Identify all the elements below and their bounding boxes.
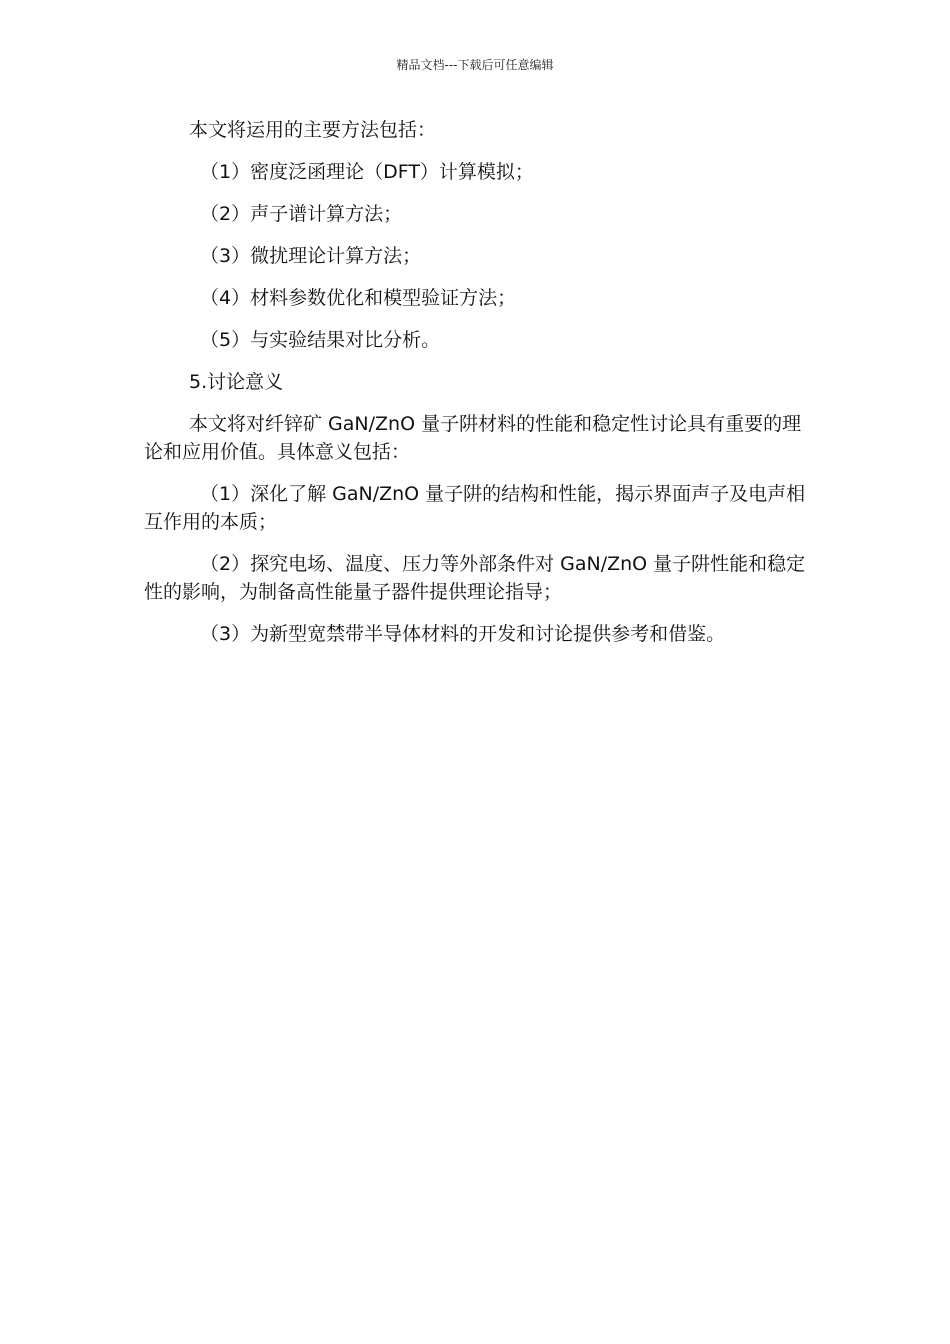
method-item-1: （1）密度泛函理论（DFT）计算模拟； bbox=[200, 161, 534, 183]
method-item-2: （2）声子谱计算方法； bbox=[200, 203, 403, 225]
method-item-5: （5）与实验结果对比分析。 bbox=[200, 329, 441, 351]
section-heading: 5.讨论意义 bbox=[189, 371, 284, 393]
significance-intro: 本文将对纤锌矿 GaN/ZnO 量子阱材料的性能和稳定性讨论具有重要的理论和应用价值。具体意义包括： bbox=[144, 413, 802, 463]
significance-item-1: （1）深化了解 GaN/ZnO 量子阱的结构和性能，揭示界面声子及电声相互作用的本质； bbox=[144, 483, 806, 533]
method-item-3: （3）微扰理论计算方法； bbox=[200, 245, 422, 267]
significance-item-2: （2）探究电场、温度、压力等外部条件对 GaN/ZnO 量子阱性能和稳定性的影响，为制备高性能量子器件提供理论指导； bbox=[144, 553, 806, 603]
methods-intro: 本文将运用的主要方法包括： bbox=[189, 119, 437, 141]
document-body bbox=[144, 116, 809, 662]
significance-item-3: （3）为新型宽禁带半导体材料的开发和讨论提供参考和借鉴。 bbox=[200, 623, 726, 645]
page-header: 精品文档---下载后可任意编辑 bbox=[396, 58, 554, 72]
method-item-4: （4）材料参数优化和模型验证方法； bbox=[200, 287, 517, 309]
